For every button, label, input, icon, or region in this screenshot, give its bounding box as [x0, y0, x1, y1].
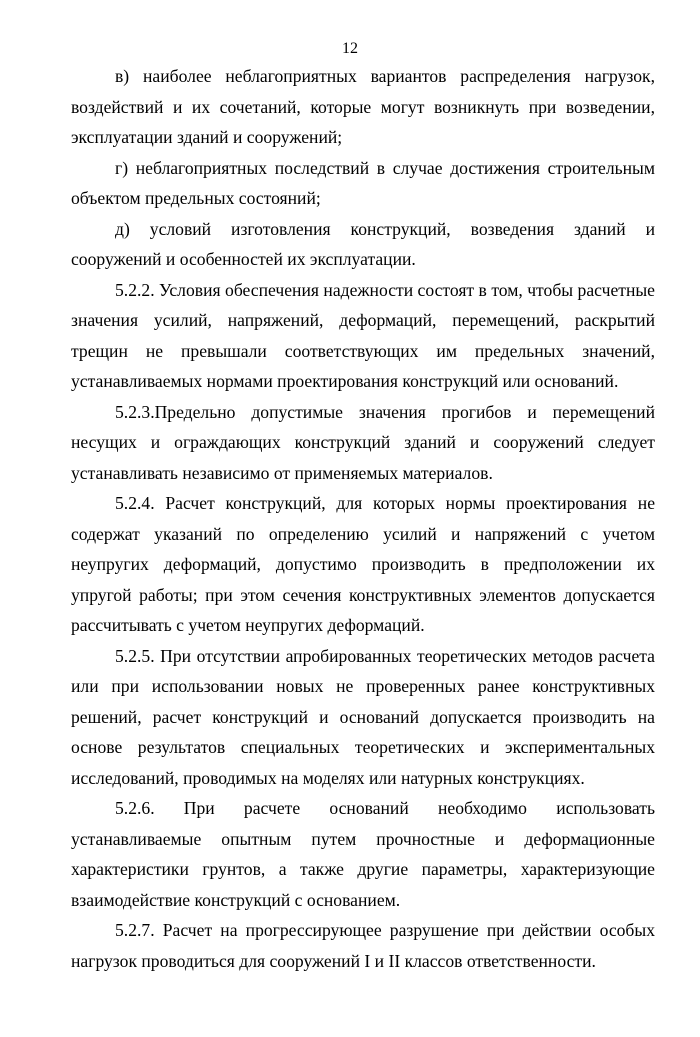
list-item-d: д) условий изготовления конструкций, возведения зданий и сооружений и особенностей их эксплуатации. [71, 218, 655, 269]
clause-5-2-2: 5.2.2. Условия обеспечения надежности состоят в том, чтобы расчетные значения усилий, напряжений, деформаций, перемещений, раскрытий трещин не превышали соответствующих им предельных значений, устанавливаемых нормами проектирования конструкций или оснований. [71, 279, 655, 391]
page-number: 12 [342, 40, 358, 57]
clause-5-2-4: 5.2.4. Расчет конструкций, для которых нормы проектирования не содержат указаний по определению усилий и напряжений с учетом неупругих деформаций, допустимо производить в предположении их упругой работы; при этом сечения конструктивных элементов допускается рассчитывать с учетом неупругих деформаций. [71, 493, 655, 635]
clause-5-2-5: 5.2.5. При отсутствии апробированных теоретических методов расчета или при использовании новых не проверенных ранее конструктивных решений, расчет конструкций и оснований допускается производить на основе результатов специальных теоретических и экспериментальных исследований, проводимых на моделях или натурных конструкциях. [71, 645, 655, 788]
list-item-g: г) неблагоприятных последствий в случае достижения строительным объектом предельных состояний; [71, 157, 655, 208]
clause-5-2-7: 5.2.7. Расчет на прогрессирующее разрушение при действии особых нагрузок проводиться для сооружений I и II классов ответственности. [71, 920, 655, 971]
clause-5-2-3: 5.2.3.Предельно допустимые значения прогибов и перемещений несущих и ограждающих конструкций зданий и сооружений следует устанавливать независимо от применяемых материалов. [71, 401, 655, 483]
body-text [71, 61, 655, 976]
clause-5-2-6: 5.2.6. При расчете оснований необходимо использовать устанавливаемые опытным путем прочностные и деформационные характеристики грунтов, а также другие параметры, характеризующие взаимодействие конструкций с основанием. [71, 798, 655, 910]
list-item-v: в) наиболее неблагоприятных вариантов распределения нагрузок, воздействий и их сочетаний, которые могут возникнуть при возведении, эксплуатации зданий и сооружений; [71, 66, 655, 147]
